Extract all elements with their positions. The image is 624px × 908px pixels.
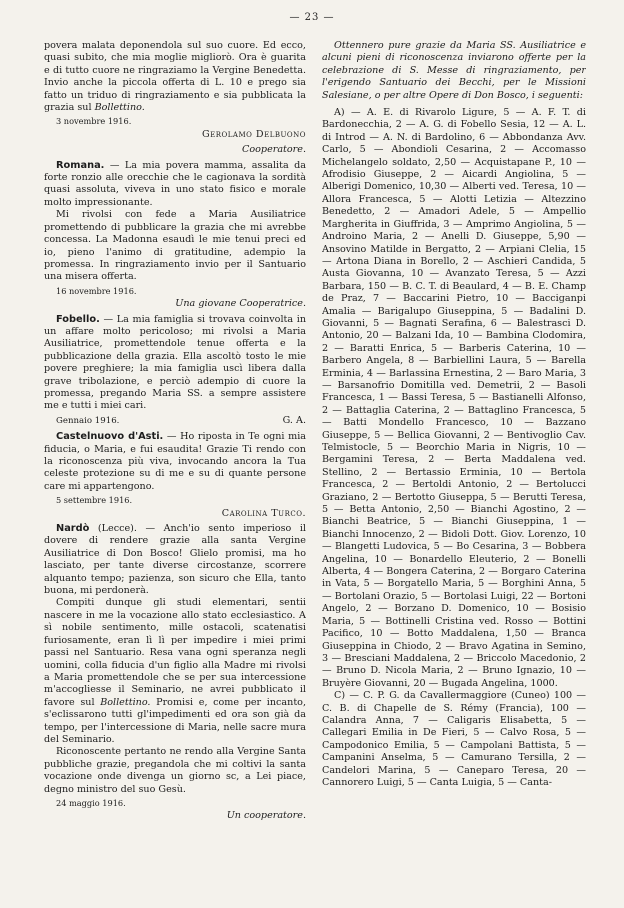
date-1: 3 novembre 1916. — [56, 116, 132, 127]
offerings-list-a-b: A) — A. E. di Rivarolo Ligure, 5 — A. F. T. di Bardonecchia, 2 — A. G. di Fobello Sesia, 12 — A. L. di Introd — A. N. di Bardolino, 6 — Abbondanza Avv. Carlo, 5 — Abondioli Cesarina, 2 — Accomasso Michelangelo soldato, 2,50 — Acquistapane P., 10 — Afrodisio Giuseppe, 2 — Aicardi Angiolina, 5 — Alberigi Domenico, 10,30 — Alberti ved. Teresa, 10 — Allora Francesca, 5 — Alotti Letizia — Altezzino Benedetto, 2 — Amadori Adele, 5 — Ampellio Margherita in Giuffrida, 3 — Amprimo Angiolina, 5 — Androino Maria, 2 — Anelli D. Giuseppe, 5,90 — Ansovino Matilde in Bergatto, 2 — Arpiani Clelia, 15 — Artona Diana in Borello, 2 — Aschieri Candida, 5 Austa Giovanna, 10 — Avanzato Teresa, 5 — Azzi Barbara, 150 — B. C. T. di Beaulard, 4 — B. E. Champ de Praz, 7 — Baccarini Pietro, 10 — Bacciganpi Amalia — Barigalupo Giuseppina, 5 — Badalini D. Giovanni, 5 — Bagnati Serafina, 6 — Balestrasci D. Antonio, 20 — Balzani Ida, 10 — Bambina Clodomira, 2 — Baratti Enrica, 5 — Barberis Caterina, 10 — Barbero Angela, 8 — Barbiellini Laura, 5 — Barella Erminia, 4 — Barlassina Ernestina, 2 — Baro Maria, 3 — Barsanofrio Domitilla ved. Demetrii, 2 — Basoli Francesca, 1 — Bassi Teresa, 5 — Bastianelli Alfonso, 2 — Battaglia Caterina, 2 — Battaglino Francesca, 5 — Batti Mondello Francesco, 10 — Bazzano Giuseppe, 5 — Bellica Giovanni, 2 — Bentivoglio Cav. Telmistocle, 5 — Beorchio Maria in Nigris, 10 — Bergamini Teresa, 2 — Berta Maddalena ved. Stellino, 2 — Bertassio Erminia, 10 — Bertola Francesca, 2 — Bertoldi Antonio, 2 — Bertolucci Graziano, 2 — Bertotto Giuseppa, 5 — Berutti Teresa, 5 — Betta Antonio, 2,50 — Bianchi Agostino, 2 — Bianchi Beatrice, 5 — Bianchi Giuseppina, 1 — Bianchi Innocenzo, 2 — Bidoli Dott. Giov. Lorenzo, 10 — Blangetti Ludovica, 5 — Bo Cesarina, 3 — Bobbera Angelina, 10 — Bonardello Eleuterio, 2 — Bonelli Alberta, 4 — Bongera Caterina, 2 — Borgaro Caterina in Vata, 5 — Borgatello Maria, 5 — Borghini Anna, 5 — Bortolani Orazio, 5 — Bortolasi Luigi, 22 — Bortoni Angelo, 2 — Borzano D. Domenico, 10 — Bosisio Maria, 5 — Bottinelli Cristina ved. Rosso — Bottini Pacifico, 10 — Botto Maddalena, 1,50 — Branca Giuseppina in Chiodo, 2 — Bravo Agatina in Semino, 3 — Bresciani Maddalena, 2 — Briccolo Macedonio, 2 — Bruno D. Nicola Maria, 2 — Bruno Ignazio, 10 — Bruyère Giovanni, 20 — Bugada Angelina, 1000. — [322, 107, 586, 689]
left-column — [44, 40, 306, 900]
romana-paragraph-2: Mi rivolsi con fede a Maria Ausiliatrice promettendo di pubblicare la grazia che mi avrebbe concessa. La Madonna esaudì le mie tenui preci ed io, pieno l'animo di gratitudine, adempio la promessa. In ringraziamento invio per il Santuario una misera offerta. — [44, 209, 306, 283]
signature-2: Una giovane Cooperatrice. — [175, 298, 306, 310]
intro-paragraph: povera malata deponendola sul suo cuore. Ed ecco, quasi subito, che mia moglie migliorò. Ora è guarita e di tutto cuore ne ringraziamo la Vergine Benedetta. Invio anche la piccola offerta di L. 10 e prego sia fatto un triduo di ringraziamento e sia pubblicata la grazia sul Bollettino. — [44, 40, 306, 114]
location-fobello: Fobello. — [56, 313, 100, 325]
romana-paragraph: Romana. — La mia povera mamma, assalita da forte ronzio alle orecchie che le cagionava la sordità quasi assoluta, viveva in uno stato fisico e morale molto impressionante. — [44, 159, 306, 208]
location-castelnuovo: Castelnuovo d'Asti. — [56, 431, 164, 443]
signature-5: Un cooperatore. — [226, 810, 306, 822]
nardo-paragraph-3: Riconoscente pertanto ne rendo alla Vergine Santa pubbliche grazie, pregandola che mi coltivi la santa vocazione onde divenga un giorno sc, a Lei piace, degno ministro del suo Gesù. — [44, 746, 306, 795]
location-romana: Romana. — [56, 159, 105, 171]
date-5: 24 maggio 1916. — [56, 797, 126, 808]
offerings-intro: Ottennero pure grazie da Maria SS. Ausiliatrice e alcuni pieni di riconoscenza inviarono offerte per la celebrazione di S. Messe di ringraziamento, per l'erigendo Santuario dei Becchi, per le Missioni Salesiane, o per altre Opere di Don Bosco, i seguenti: — [322, 40, 586, 101]
signature-3: G. A. — [282, 414, 306, 426]
bollettino-ref: Bollettino. — [94, 102, 145, 114]
signature-4: Carolina Turco. — [221, 507, 306, 519]
page-number: — 23 — — [289, 12, 335, 23]
castelnuovo-paragraph: Castelnuovo d'Asti. — Ho riposta in Te ogni mia fiducia, o Maria, e fui esaudita! Grazie Ti rendo con la riconoscenza più viva, invocando ancora la Tua celeste protezione su di me e su di quante persone care mi appartengono. — [44, 431, 306, 492]
signature-1: Gerolamo Delbuono — [201, 128, 306, 140]
nardo-paragraph-2: Compiti dunque gli studi elementari, sentii nascere in me la vocazione allo stato ecclesiastico. A sì nobile sentimento, mille ostacoli, scatenatisi furiosamente, eran lì lì per impedire i miei primi passi nel Santuario. Resa vana ogni speranza negli uomini, colla fiducia d'un figlio alla Madre mi rivolsi a Maria promettendole che se per sua intercessione m'accogliesse il Seminario, ne avrei pubblicato il favore sul Bollettino. Promisi e, come per incanto, s'eclissarono tutti gl'impedimenti ed ora son già da tempo, per l'intercessione di Maria, nelle sacre mura del Seminario. — [44, 597, 306, 745]
date-3: Gennaio 1916. — [56, 415, 120, 426]
right-column — [322, 40, 586, 900]
date-signature-row — [56, 415, 306, 427]
bollettino-ref-2: Bollettino. — [100, 696, 151, 708]
date-4: 5 settembre 1916. — [56, 495, 133, 506]
date-2: 16 novembre 1916. — [56, 285, 137, 296]
nardo-paragraph: Nardò (Lecce). — Anch'io sento imperioso il dovere di rendere grazie alla santa Vergine Ausiliatrice di Don Bosco! Glielo promisi, ma ho lasciato, per tante diverse circostanze, scorrere alquanto tempo; pazienza, son sicuro che Ella, tanto buona, mi perdonerà. — [44, 523, 306, 597]
fobello-paragraph: Fobello. — La mia famiglia si trovava coinvolta in un affare molto pericoloso; mi rivolsi a Maria Ausiliatrice, promettendole tenue offerta e la pubblicazione della grazia. Ella ascoltò tosto le mie povere preghiere; la mia famiglia uscì libera dalla grave tribolazione, e perciò adempio di cuore la promessa, pregando Maria SS. a sempre assistere me e tutti i miei cari. — [44, 313, 306, 412]
offerings-list-c: C) — C. P. G. da Cavallermaggiore (Cuneo) 100 — C. B. di Chapelle de S. Rémy (Francia), 100 — Calandra Anna, 7 — Caligaris Elisabetta, 5 — Callegari Emilia in De Fieri, 5 — Calvo Rosa, 5 — Campodonico Emilia, 5 — Campolani Battista, 5 — Campanini Anselma, 5 — Camurano Tersilla, 2 — Candelori Marina, 5 — Caneparo Teresa, 20 — Cannorero Luigi, 5 — Canta Luigia, 5 — Canta- — [322, 690, 586, 788]
signature-1-role: Cooperatore. — [242, 144, 306, 156]
location-nardo: Nardò — [56, 523, 90, 535]
